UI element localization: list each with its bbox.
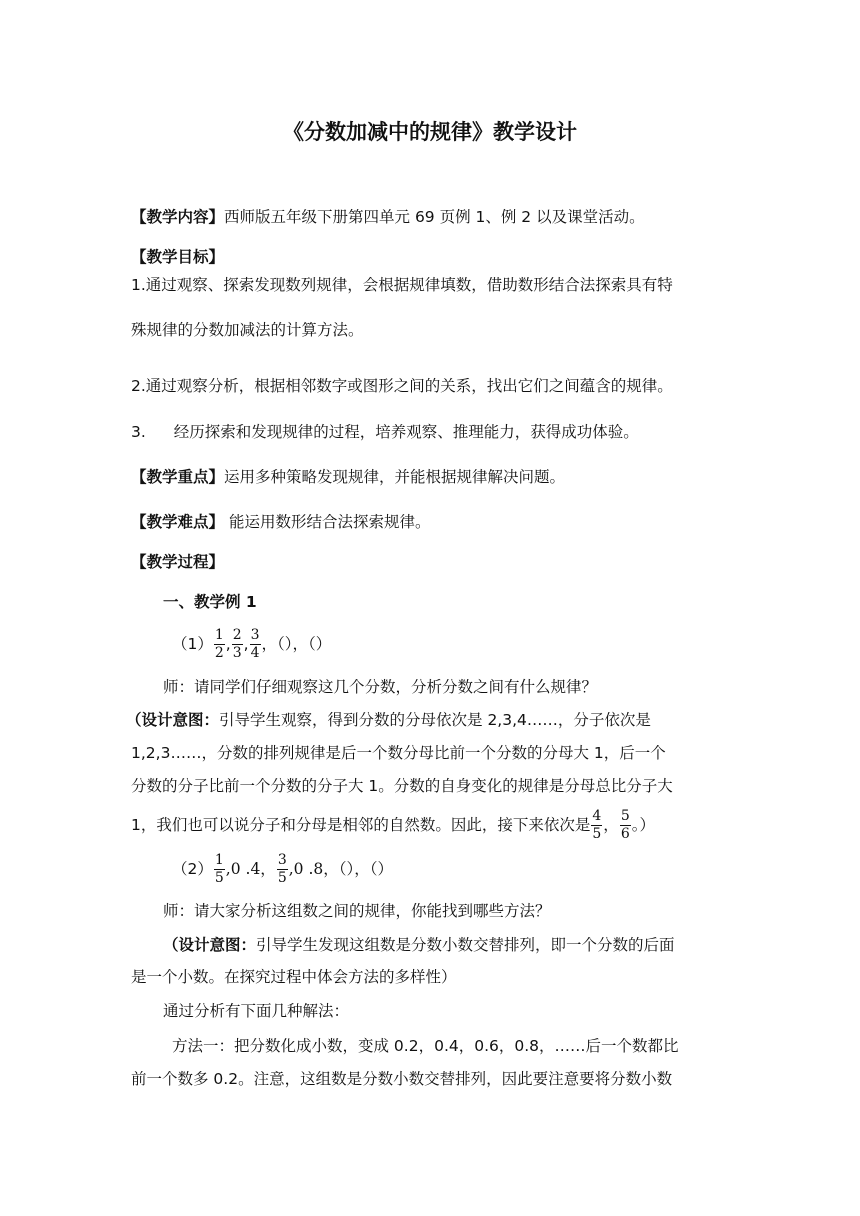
method-1-line-1: 方法一：把分数化成小数，变成 0.2，0.4，0.6，0.8，……后一个数都比 — [172, 1037, 679, 1055]
intent-fraction-5-6: $\frac{5}{6}$ — [620, 808, 630, 842]
goal-2: 2.通过观察分析，根据相邻数字或图形之间的关系，找出它们之间蕴含的规律。 — [131, 377, 673, 395]
goals-heading — [131, 247, 224, 267]
key-label: 【教学重点】 — [131, 468, 225, 486]
design-intent-2-line-2: 是一个小数。在探究过程中体会方法的多样性） — [131, 968, 457, 986]
page-title: 《分数加减中的规律》教学设计 — [283, 120, 577, 144]
content-text: 西师版五年级下册第四单元 69 页例 1、例 2 以及课堂活动。 — [224, 208, 645, 226]
hard-text: 能运用数形结合法探索规律。 — [224, 513, 431, 531]
goal-3-text: 经历探索和发现规律的过程，培养观察、推理能力，获得成功体验。 — [173, 423, 639, 441]
method-1-line-2: 前一个数多 0.2。注意，这组数是分数小数交替排列，因此要注意要将分数小数 — [131, 1070, 673, 1088]
q2-prefix: （2） — [172, 860, 213, 878]
q2-fraction-2: $\frac{3}{5}$ — [277, 852, 287, 886]
section-1-label: 一、教学例 1 — [163, 593, 257, 611]
intent-fraction-4-5: $\frac{4}{5}$ — [592, 808, 602, 842]
design-intent-2-line-1: （设计意图：引导学生发现这组数是分数小数交替排列，即一个分数的后面 — [163, 936, 675, 954]
q1-fraction-1: $\frac{1}{2}$ — [214, 627, 224, 661]
goal-1-line-1: 1.通过观察、探索发现数列规律，会根据规律填数，借助数形结合法探索具有特 — [131, 276, 673, 294]
question-1: （1） $\frac{1}{2}$ , $\frac{2}{3}$ , $\frac{3}{4}$ ，（），（） — [172, 627, 332, 661]
design-intent-1-line-4: 1，我们也可以说分子和分母是相邻的自然数。因此，接下来依次是 $\frac{4}{5}$ ， $\frac{5}{6}$ 。） — [131, 808, 655, 842]
key-text: 运用多种策略发现规律，并能根据规律解决问题。 — [224, 468, 566, 486]
goal-3 — [131, 422, 639, 442]
section-1-heading — [163, 592, 257, 612]
hard-label: 【教学难点】 — [131, 513, 225, 531]
goal-3-number: 3. — [131, 423, 146, 441]
content-label: 【教学内容】 — [131, 208, 225, 226]
q1-prefix: （1） — [172, 635, 213, 653]
q1-fraction-3: $\frac{3}{4}$ — [250, 627, 260, 661]
q2-fraction-1: $\frac{1}{5}$ — [214, 852, 224, 886]
analysis-intro: 通过分析有下面几种解法： — [163, 1002, 350, 1020]
intent-2-label: （设计意图： — [163, 936, 257, 954]
teaching-content — [131, 207, 645, 227]
q2-value-1: ,0 .4， — [225, 860, 276, 878]
q1-fraction-2: $\frac{2}{3}$ — [232, 627, 242, 661]
goal-1-line-2: 殊规律的分数加减法的计算方法。 — [131, 321, 364, 339]
question-2 — [172, 850, 393, 888]
teacher-prompt-1: 师：请同学们仔细观察这几个分数，分析分数之间有什么规律？ — [163, 678, 598, 696]
q2-value-2: ,0 .8，（），（） — [288, 860, 393, 878]
difficult-points — [131, 512, 430, 532]
design-intent-1-line-1: （设计意图：引导学生观察，得到分数的分母依次是 2,3,4……，分子依次是 — [126, 711, 651, 729]
teacher-prompt-2: 师：请大家分析这组数之间的规律，你能找到哪些方法？ — [163, 902, 551, 920]
design-intent-1-line-2: 1,2,3……，分数的排列规律是后一个数分母比前一个分数的分母大 1，后一个 — [131, 744, 666, 762]
q1-suffix: ，（），（） — [261, 635, 332, 653]
goals-label: 【教学目标】 — [131, 248, 225, 266]
process-label: 【教学过程】 — [131, 553, 225, 571]
key-points — [131, 467, 565, 487]
intent-1-label: （设计意图： — [126, 711, 220, 729]
process-heading — [131, 552, 224, 572]
design-intent-1-line-3: 分数的分子比前一个分数的分子大 1。分数的自身变化的规律是分母总比分子大 — [131, 777, 673, 795]
